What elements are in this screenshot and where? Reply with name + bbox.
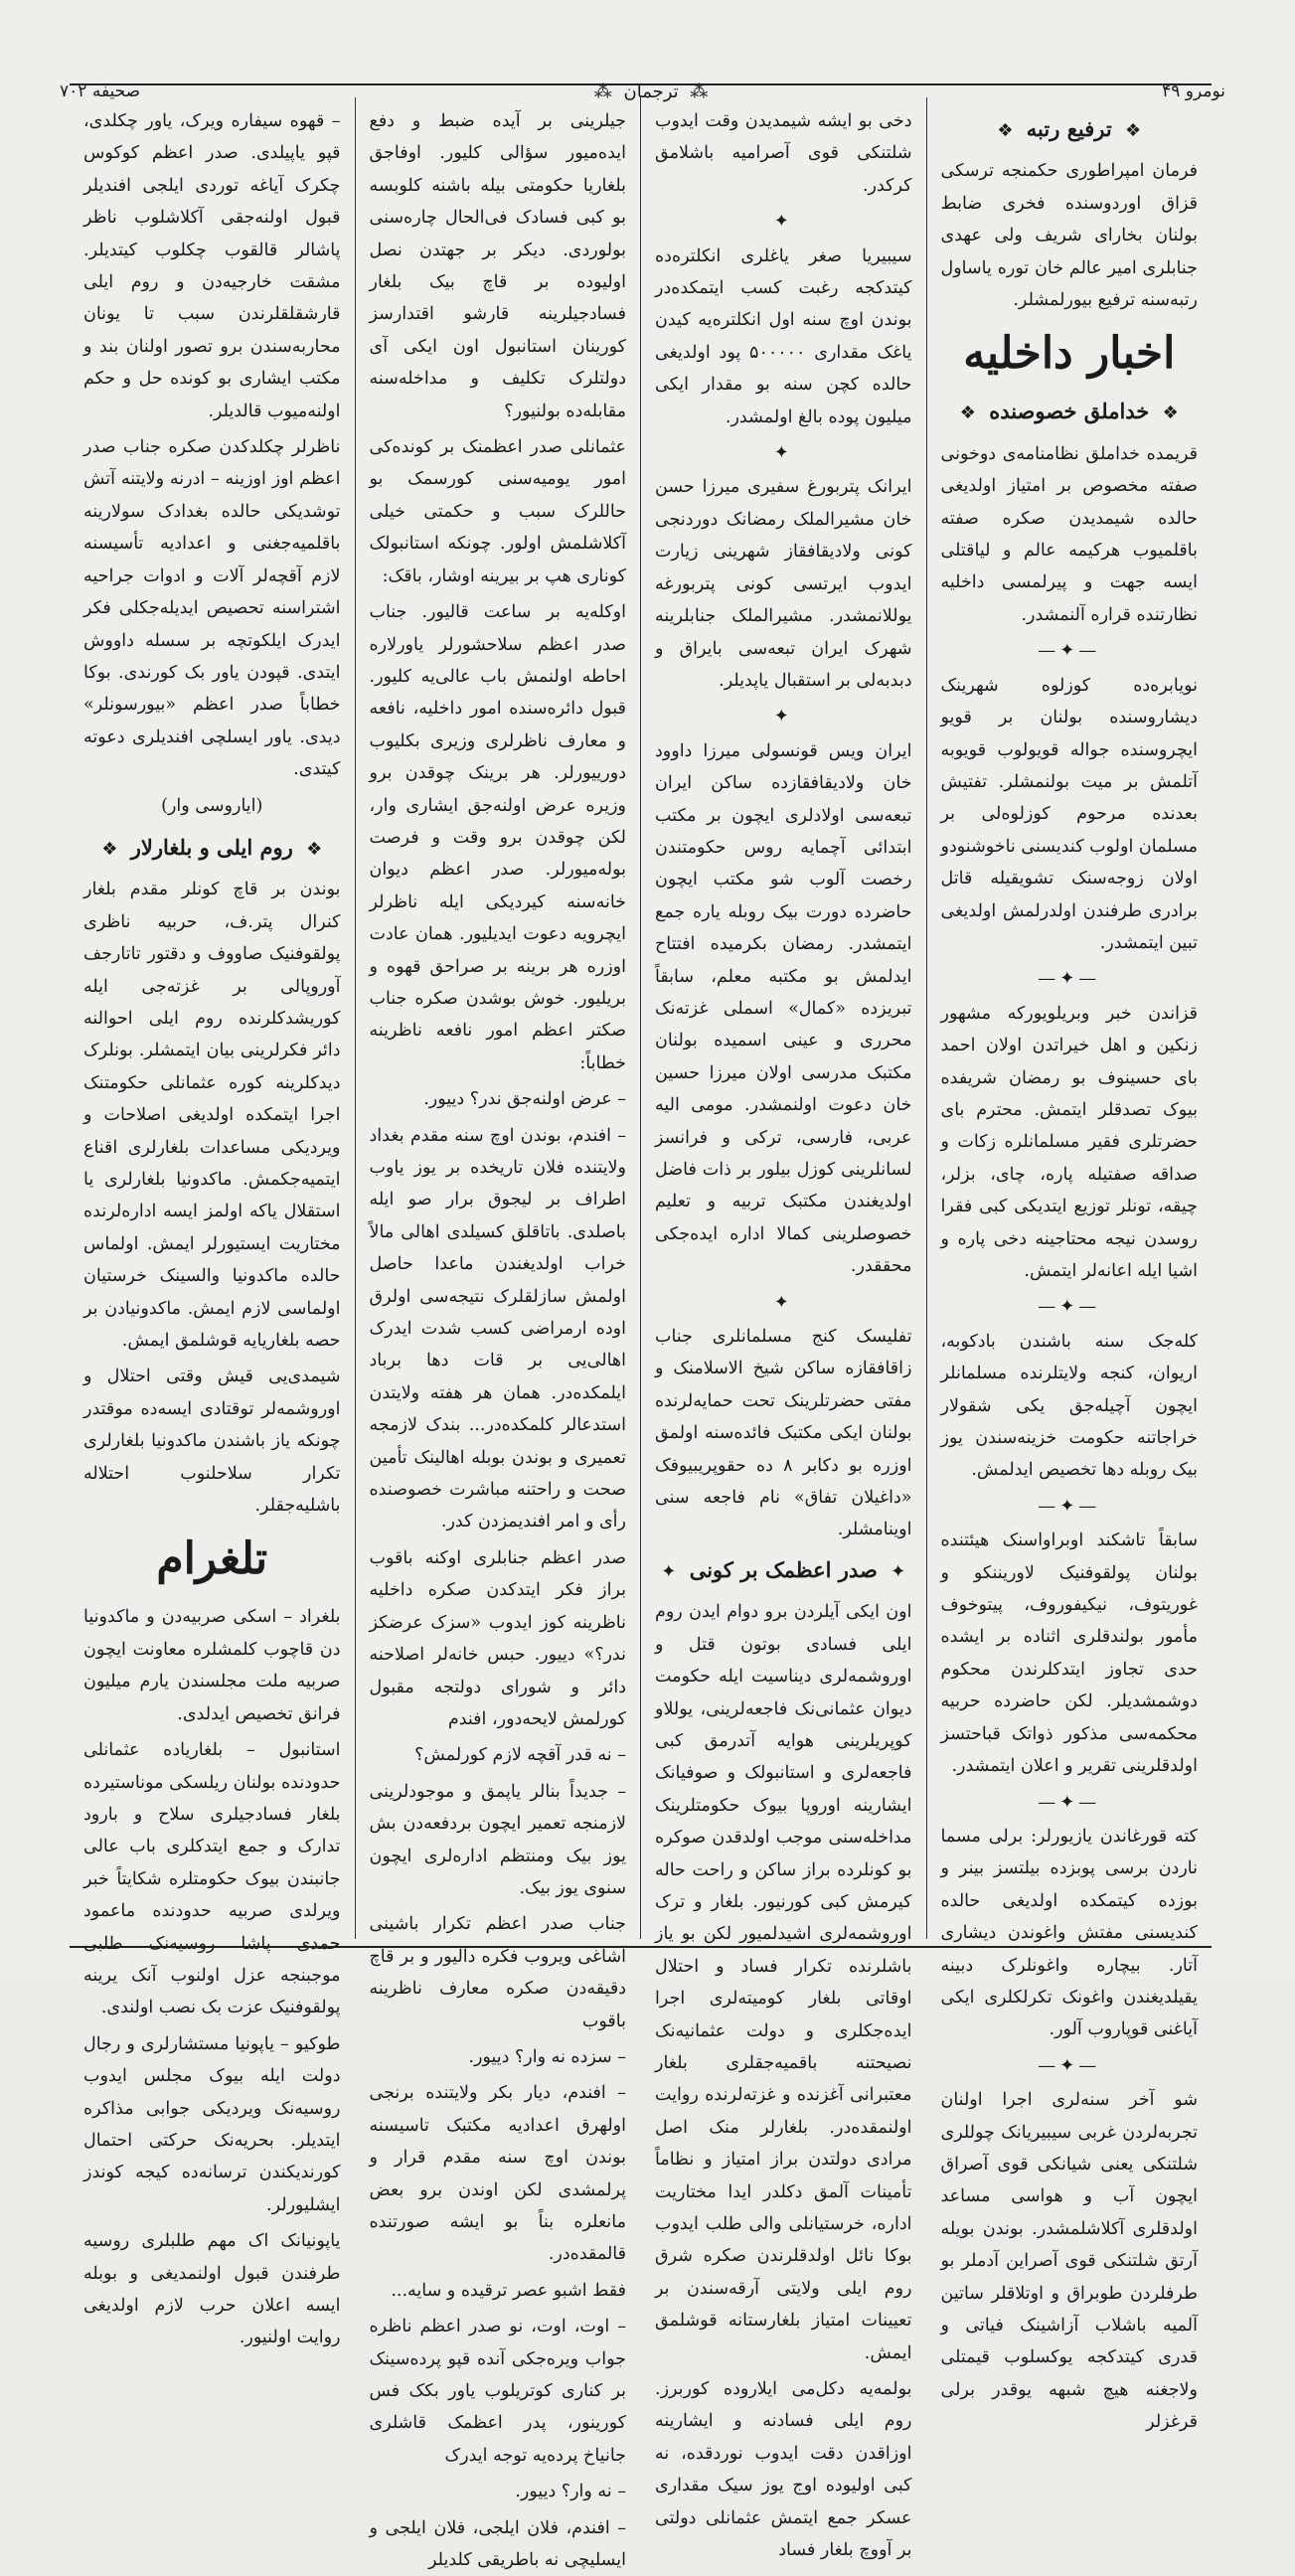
- ornament-icon: ❖: [101, 838, 118, 860]
- article-paragraph: – نه وار؟ دییور.: [515, 2482, 626, 2502]
- section-heading: [83, 832, 341, 866]
- article-paragraph: تفلیسک کنج مسلمانلری جناب زاقافقازه ساکن شیخ الاسلامنک و مفتی حضرتلرینک تحت حمایه‌لرنده بولنان ایکی مکتبک فائده‌سنه اولمق اوزره بو دکابر ۸ ده حقوپریبیوفک «داغیلان تفاق» نام فاجعه سنی اوینامشلر.: [655, 1327, 912, 1540]
- masthead-title: ترجمان: [623, 80, 679, 102]
- separator-icon: —✦—: [1038, 1495, 1101, 1517]
- article-paragraph: سابقاً تاشکند اوبراواسنک هیئتنده بولنان پولقوفنیک لاوریننکو و غوریتوف، نیکیفوروف، پیتوخوف مأمور بولندقلری اثناده بر ایشده حدی تجاوز ایتدکلرندن محکوم دوشمشدیلر. لکن حاضرده حربیه محکمه‌سی مذکور ذواتک قباحتسز اولدقلرینی تقریر و اعلان ایتمشدر.: [940, 1530, 1198, 1777]
- separator-icon: —✦—: [1038, 1296, 1101, 1318]
- article-paragraph: اون ایکی آیلردن برو دوام ایدن روم ایلی فسادی بوتون قتل و اوروشمه‌لری دیناسیت ایله حکومت دیوان عثمانی‌نک فاجعه‌لرینی، یوللاو کوپریلرینی هوایه آتدرمق کبی فاجعه‌لری و استانبولک و صوفیانک ایشارینه اوروپا بیوک حکومتلرینک مداخله‌سنی موجب اولدقدن صوکره بو کونلرده براز ساکن و راحت حاله کیرمش کبی کورنیور. بلغار و ترک اوروشمه‌لری اشیدلمیور لکن بو یاز باشلرنده تکرار فساد و احتلال اوقاتی بلغار کومیته‌لری اجرا ایده‌جکلری و دولت عثمانیه‌نک نصیحتنه باقمیه‌جقلری بلغار معتبرانی آغزنده و غزته‌لرنده روایت اولنمقده‌در. بلغارلر منک اصل مرادی دولتدن براز امتیاز و نظاماً تأمینات آلمق دکلدر ایدا مختاریت اداره، خرستیانلی والی طلب ایدوب بوکا نائل اولدقلرندن صکره شرق روم ایلی ولایتی آرقه‌سندن بر تعیینات امتیاز بلغارستانه قوشلمق ایمش.: [655, 1602, 912, 2363]
- article-paragraph: قریمده خداملق نظامنامه‌ی دوخونی صفته مخصوص بر امتیاز اولدیغی حالده شیمدیدن صکره صفته باقلمیوب هرکیمه عالم و لیاقتلی ایسه جهت و پیرلمسی داخلیه نظارتنده قراره آلنمشدر.: [940, 443, 1198, 625]
- separator-icon: ✦: [773, 706, 793, 727]
- article-paragraph: ایران ویس قونسولی میرزا داوود خان ولادیقافقازده ساکن ایران تبعه‌سی اولادلری ایچون بر مکتب ابتدائی آچمایه روس حکومتندن رخصت آلوب شو مکتب ایچون حاضرده دورت بیک روبله یاره جمع ایتمشدر. رمضان بکرمیده افتتاح ایدلمش بو مکتبه معلم، سابقاً تبریزده «کمال» اسملی غزته‌نک محرری و عینی اسمیده بولنان مکتبک مدرسی اولان میرزا حسین خان دعوت اولنمشدر. مومی الیه عربی، فارسی، ترکی و فرانسز لسانلرینی کوزل بیلور بر ذات فاضل اولدیغندن مکتبک تربیه و تعلیم خصوصلرینی کمالا اداره ایده‌جکی محققدر.: [655, 740, 912, 1277]
- ornament-icon: ✦: [661, 1560, 677, 1582]
- article-paragraph: جناب صدر اعظم تکرار باشینی آشاغی ویروب فکره دالیور و بر قاچ دقیقه‌دن صکره معارف ناظرینه باقوب: [369, 1914, 626, 2031]
- footer-rule: [70, 1946, 1212, 1948]
- article-paragraph: شیمدی‌یی قیش وقتی احتلال و اوروشمه‌لر توقتادی ایسه‌ده موقتدر چونکه یاز باشندن ماکدونیا بلغارلری تکرار سلاحلنوب احتلاله باشلیه‌جقلر.: [83, 1367, 341, 1517]
- separator-icon: —✦—: [1038, 640, 1101, 662]
- heading-text: خداملق خصوصنده: [989, 399, 1150, 424]
- columns: [70, 97, 1212, 2571]
- ornament-icon: ❖: [959, 402, 976, 424]
- column-1: [926, 97, 1213, 2433]
- separator-icon: —✦—: [1038, 1791, 1101, 1813]
- article-paragraph: شو آخر سنه‌لری اجرا اولنان تجربه‌لردن غربی سیبیریانک چوللری شلتنکی یعنی شیانکی قوی آصراق ایچون آب و هواسی مساعد اولدقلری آکلاشلمشدر. بوندن بویله آرتق شلتنکی قوی آصراین آدملر بو طرفلردن طوبراق و اوتلاقلر ساتین آلمیه باشلاب آزاشینک فیاتی و قدری کیتدکجه یوکسلوب قیمتلی ولاجغنه هیچ شبهه یوقدر برلی قرغزلر: [940, 2090, 1198, 2433]
- article-paragraph: دخی بو ایشه شیمدیدن وقت ایدوب شلتنکی قوی آصرامیه باشلامق کرکدر.: [655, 111, 912, 196]
- ornament-icon: ❖: [997, 120, 1014, 141]
- heading-text: ترفیع رتبه: [1026, 116, 1112, 141]
- header-rule: [70, 83, 1212, 85]
- ornament-icon: ⁂: [593, 80, 612, 102]
- article-paragraph: – قهوه سیفاره ویرک، یاور چکلدی، قپو یاپیلدی. صدر اعظم کوکوس چکرک آیاغه توردی ایلجی افندیلر قبول اولنه‌جقی آکلاشلوب ناظر پاشالر قالقوب چکلوب کیتدیلر. مشقت خارجیه‌دن و روم ایلی قارشقلقلرندن سبب تا یونان محاربه‌سندن برو تصور اولنان بند و مکتب ایشاری بو کونده حل و حکم اولنه‌میوب قالدیلر.: [83, 111, 341, 421]
- article-paragraph: – نه قدر آقچه لازم کورلمش؟: [414, 1745, 626, 1766]
- article-paragraph: فرمان امپراطوری حکمنجه ترسکی قزاق اوردوسنده فخری ضابط بولنان بخارای شریف ولی عهدی جنابلری امیر عالم خان توره یاساول رتبه‌سنه ترفیع بیورلمشلر.: [940, 161, 1198, 311]
- article-paragraph: کته قورغاندن یازیورلر: برلی مسما ناردن برسی پوبزده بیلتسز بینر و بوزده کیتمکده اولدیغی حالده کندیسنی مفتش واغوندن دیشاری آتار. بیچاره واغونلرک دبینه یقیلدیغندن واغونک تکرلکلری ایکی آیاغنی قوپاروب آلور.: [940, 1826, 1198, 2040]
- article-paragraph: سیبیریا صغر یاغلری انکلتره‌ده کیتدکجه رغبت کسب ایتمکده‌در بوندن اوچ سنه اول انکلتره‌یه کیدن یاغک مقداری ۵۰۰۰۰۰ پود اولدیغی حالده کچن سنه بو مقدار ایکی میلیون پوده بالغ اولمشدر.: [655, 245, 912, 427]
- article-paragraph: – عرض اولنه‌جق ندر؟ دییور.: [423, 1089, 626, 1110]
- article-paragraph: اوکله‌یه بر ساعت قالیور. جناب صدر اعظم سلاحشورلر یاورلاره احاطه اولنمش باب عالی‌یه کلیور. قبول دائره‌سنده امور داخلیه، نافعه و معارف ناظرلری وزیری بکلیوب دورییورلر. هر برینک چوقدن برو وزیره عرض اولنه‌جق ایشاری وار، لکن چوقدن برو وقت و فرصت بوله‌میورلر. صدر اعظم دیوان خانه‌سنه کیردیکی ایله ناظرلر ایچرویه دعوت ایدیلیور. همان عادت اوزره هر برینه بر صراحق قهوه و بریلیور. خوش بوشدن صکره جناب صکتر اعظم امور نافعه ناظرینه خطاباً:: [369, 602, 626, 1073]
- separator-icon: ✦: [773, 442, 793, 464]
- continuation-note: (ایاروسی وار): [161, 795, 263, 816]
- article-paragraph: صدر اعظم جنابلری اوکنه باقوب براز فکر ایتدکدن صکره داخلیه ناظرینه کوز ایدوب «سزک عرضکز ندر؟» دییور. حبس خانه‌لر اصلاحنه دائر و شورای دولتجه مقبول کورلمش لایحه‌دور، افندم: [369, 1547, 626, 1729]
- article-paragraph: – افندم، بوندن اوچ سنه مقدم بغداد ولایتنده فلان تاریخده بر یوز یاوب اطراف بر لیجوق برار صو ایله باصلدی. باتاقلق کسیلدی اهالی مالاً خراب اولدیغندن ماعدا حاصل اولمش سازلقلرک نتیجه‌سی اولرق اوده ارمراضی کسب شدت ایدرک اهالی‌یی بر قات دها برباد ایلمکده‌در. همان هر هفته ولایتدن استدعالر کلمکده‌در... بندک لازمجه تعمیری و بوندن بوبله اهالینک تأمین صحت و راحتنه مباشرت خصوصنده رأی و امر افندیمزدن کدر.: [369, 1125, 626, 1532]
- section-title: اخبار داخلیه: [963, 328, 1176, 380]
- heading-text: روم ایلی و بلغارلار: [130, 834, 293, 860]
- ornament-icon: ❖: [1162, 402, 1179, 424]
- column-4: [70, 97, 355, 2348]
- article-paragraph: – اوت، اوت، نو صدر اعظم ناظره جواب ویره‌جکی آنده قپو پرده‌سینک بر کناری کوتریلوب یاور بکک فس کورینور، پدر اعظمک قاشلری جانیاخ پرده‌یه توجه ایدرک: [369, 2317, 626, 2466]
- ornament-icon: ❖: [1125, 120, 1142, 141]
- page-number: صحیفه ۷۰۲: [60, 81, 141, 101]
- section-heading: [655, 1554, 912, 1588]
- article-paragraph: – افندم، دیار بکر ولایتنده برنجی اولهرق اعدادیه مکتبک تاسیسنه بوندن اوچ سنه مقدم قرار و پرلمشدی لکن اوندن برو بعض مانعلره بناً بو ایشه صورتنده قالمقده‌در.: [369, 2083, 626, 2265]
- article-paragraph: کله‌جک سنه باشندن بادکوبه، اریوان، کنجه ولایتلرنده مسلمانلر ایچون آچیله‌جق یکی شقولار خراجاتنه حکومت خزینه‌سندن یوز بیک روبله دها تخصیص ایدلمش.: [940, 1331, 1198, 1481]
- article-paragraph: قزاندن خبر وبریلویورکه مشهور زنکین و اهل خیراتدن اولان احمد بای حسینوف بو رمضان شریفده بیوک تصدقلر ایتمش. محترم بای حضرتلری فقیر مسلمانلره زکات و صداقه صفتیله پاره، چای، بزلر، چیقه، تونلر توزیع ایتدیکی کبی فقرا روسدن نیجه محتاجینه دخی پاره و اشیا ایله اعانه‌لر ایتمش.: [940, 1003, 1198, 1281]
- article-paragraph: استانبول – بلغاریاده عثمانلی حدودنده بولنان ریلسکی موناستیرده بلغار فسادجیلری سلاح و بارود تدارک و جمع ایتدکلری باب عالی جانبندن بیوک حکومتلره شکایتاً خبر ویرلدی صربیه حدودنده ماعمود حمدی پاشا روسیه‌نک طلبی موجبنجه عزل اولنوب آنک یرینه پولقوفنیک عزت بک نصب اولندی.: [83, 1740, 341, 2018]
- article-paragraph: ناظرلر چکلدکدن صکره جناب صدر اعظم اوز اوزینه – ادرنه ولایتنه آتش توشدیکی حالده بغدادک سولارینه باقلمیه‌جغنی و اعدادیه تأسیسنه لازم آقچه‌لر آلات و ادوات جراحیه اشتراسنه تحصیص ایدیله‌جکلی فکر ایدرک ایلکوتچه بر سسله داووش ایتدی. قپودن یاور بک کورندی. بوکا خطاباً صدر اعظم «بیورسونلر» دیدی. یاور ایسلچی افندیلری دعوته کیتدی.: [83, 437, 341, 780]
- ornament-icon: ⁂: [690, 80, 709, 102]
- article-paragraph: – جدیداً بنالر یاپمق و موجودلرینی لازمنجه تعمیر ایچون بردفعه‌دن بش یوز بیک ومنتظم اداره‌لری ایچون سنوی یوز بیک.: [369, 1781, 626, 1898]
- article-paragraph: فقط اشبو عصر ترقیده و سایه...: [391, 2280, 626, 2301]
- issue-number: نومرو ۴۹: [1162, 81, 1225, 101]
- ornament-icon: ✦: [890, 1560, 906, 1582]
- separator-icon: ✦: [773, 1291, 793, 1313]
- article-paragraph: ایرانک پتربورغ سفیری میرزا حسن خان مشیرالملک رمضانک دوردنجی کونی ولادیقافقاز شهرینی زیارت ایدوب ایرتسی کونی پتربورغه یوللانمشدر. مشیرالملک جنابلرینه شهرک ایران تبعه‌سی بایراق و دبدبه‌لی بر استقبال یاپدیلر.: [655, 477, 912, 691]
- section-heading: [941, 396, 1199, 429]
- separator-icon: —✦—: [1038, 2054, 1101, 2076]
- section-title: تلغرام: [156, 1533, 268, 1585]
- article-paragraph: بوندن بر قاچ کونلر مقدم بلغار کنرال پتر.ف، حربیه ناظری پولقوفنیک صاووف و دقتور تاتارجف آوروپالی بر غزته‌جی ایله کوریشدکلرنده روم ایلی احوالنه دائر فکرلرینی بیان ایتمشلر. بونلرک دیدکلرینه کوره عثمانلی حکومتنک اجرا ایتمکده اولدیغی اصلاحات و ویردیکی مساعدات بلغارلری اقناع ایتمیه‌جکمش. ماکدونیا بلغارلری یا استقلال یاکه اولمز ایسه اداره‌لرنده مختاریت ایستیورلر ایمش. اولماس حالده ماکدونیا والسینک خرستیان اولماسی لازم ایمش. ماکدونیادن بر حصه بلغاریایه قوشلمق ایمش.: [83, 880, 341, 1352]
- article-paragraph: عثمانلی صدر اعظمنک بر کونده‌کی امور یومیه‌سنی کورسمک بو حاللرک سبب و حکمتی خیلی آکلاشلمش اولور. چونکه استانبولک کوناری هپ بر بیرینه اوشار، باقک:: [369, 437, 626, 586]
- article-paragraph: بولمه‌یه دکل‌می ایلاروده کوربرز. روم ایلی فسادنه و ایشارینه اوزاقدن دقت ایدوب نوردقده، نه کبی اولیوده اوج یوز سیک مقداری عسکر جمع ایتمش عثمانلی دولتی بر آووچ بلغار فساد: [655, 2379, 912, 2561]
- heading-text: صدر اعظمک بر کونی: [689, 1556, 878, 1582]
- separator-icon: —✦—: [1038, 968, 1101, 990]
- ornament-icon: ❖: [306, 838, 323, 860]
- article-paragraph: – افندم، فلان ایلجی، فلان ایلجی و ایسلیچی نه باطریقی کلدیلر: [369, 2517, 626, 2571]
- article-paragraph: بلغراد – اسکی صربیه‌دن و ماکدونیا دن قاچوب کلمشلره معاونت ایچون صربیه ملت مجلسندن یارم میلیون فرانق تخصیص ایدلدی.: [83, 1607, 341, 1724]
- article-paragraph: – سزده نه وار؟ دییور.: [468, 2046, 626, 2067]
- section-heading: [941, 113, 1199, 147]
- column-3: [355, 97, 641, 2571]
- article-paragraph: نویابره‌ده کوزلوه شهرینک دیشاروسنده بولنان بر قویو ایچروسنده جواله قویولوب قویوبه آتلمش بر میت بولنمشلر. تفتیش بعدنده مرحوم کوزلوه‌لی بر مسلمان اولوب کندیسنی ناخوشنودو اولان زوجه‌سنک تشویقیله قاتل برادری طرفندن اولدرلمش اولدیغی تبین ایتمشدر.: [940, 675, 1198, 953]
- separator-icon: ✦: [773, 211, 793, 233]
- article-paragraph: جیلرینی بر آیده ضبط و دفع ایده‌میور سؤالی کلیور. اوفاجق بلغاریا حکومتی بیله باشنه کلوبسه بو کبی فسادک فی‌الحال چاره‌سنی بولوردی. دیکر بر جهتدن نصل اولیوده بر قاچ بیک بلغار فسادجیلرینه قارشو اقتدارسز کورینان استانبول اون ایکی آی دولتلرک تکلیف و مداخله‌سنه مقابله‌ده بولنیور؟: [369, 111, 626, 421]
- column-2: [640, 97, 926, 2561]
- article-paragraph: طوکیو – یاپونیا مستشارلری و رجال دولت ایله بیوک مجلس ایدوب روسیه‌نک ویردیکی جوابی مذاکره ایتدیلر. بحریه‌نک حرکتی احتمال کورندیکندن ترسانه‌ده کیجه کوندز ایشلیورلر.: [83, 2033, 341, 2215]
- article-paragraph: یاپونیانک اک مهم طلبلری روسیه طرفندن قبول اولنمدیغی و بوبله ایسه اعلان حرب لازم اولدیغی روایت اولنیور.: [83, 2231, 341, 2348]
